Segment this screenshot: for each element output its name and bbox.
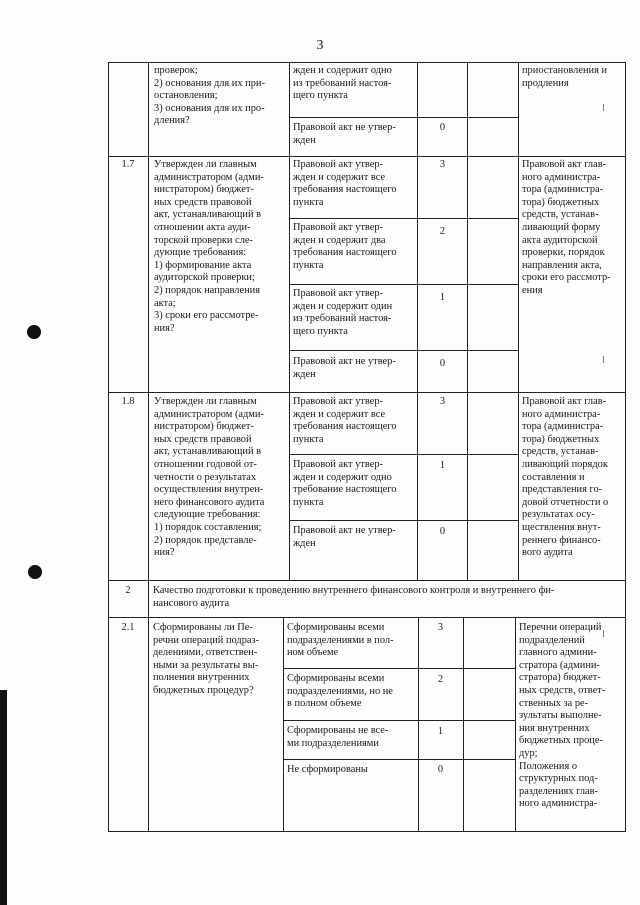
- score-value: 0: [439, 358, 446, 369]
- score-value: 3: [439, 159, 446, 170]
- item-number: 1.7: [121, 159, 135, 170]
- answer-option: Сформированы всеми подразделениями в пол- ном объеме: [287, 622, 394, 659]
- score-value: 0: [439, 122, 446, 133]
- score-value: 3: [437, 622, 444, 633]
- question-cell: Утвержден ли главным администратором (адми- нистратором) бюджет- ных средств правовой акт, устанавливающий в отношении годовой от- четности о результатах осуществления внутрен- него финансового аудита следующие требования: 1) порядок составления; 2) порядок представле- ния?: [154, 396, 265, 559]
- source-document: Правовой акт глав- ного администра- тора (администра- тора) бюджетных средств, устанав- ливающий форму акта аудиторской проверки, порядок направления акта, сроки его рассмотр- ения: [522, 159, 611, 296]
- answer-option: жден и содержит одно из требований настоя- щего пункта: [293, 65, 392, 102]
- answer-option: Правовой акт не утвер- жден: [293, 525, 396, 549]
- item-number: 1.8: [121, 396, 135, 407]
- score-value: 1: [439, 292, 446, 303]
- answer-option: Сформированы не все- ми подразделениями: [287, 725, 389, 749]
- margin-tick-mark: [603, 104, 604, 111]
- answer-option: Правовой акт утвер- жден и содержит один из требований настоя- щего пункта: [293, 288, 393, 337]
- answer-option: Правовой акт утвер- жден и содержит все требования настоящего пункта: [293, 159, 397, 208]
- answer-option: Правовой акт не утвер- жден: [293, 122, 396, 146]
- punch-hole-mark: [27, 325, 41, 339]
- score-value: 3: [439, 396, 446, 407]
- question-cell: проверок; 2) основания для их при- остановления; 3) основания для их про- дления?: [154, 65, 265, 127]
- section-number: 2: [125, 585, 131, 596]
- score-value: 2: [439, 226, 446, 237]
- punch-hole-mark: [28, 565, 42, 579]
- source-document: приостановления и продления: [522, 65, 608, 89]
- item-number: 2.1: [121, 622, 135, 633]
- source-document: Правовой акт глав- ного администра- тора (администра- тора) бюджетных средств, устанав- ливающий порядок составления и представления го- довой отчетности о результатах осу- ществления внут- реннего финансо- вого аудита: [522, 396, 609, 559]
- answer-option: Правовой акт утвер- жден и содержит все требования настоящего пункта: [293, 396, 397, 445]
- score-value: 2: [437, 674, 444, 685]
- question-cell: Утвержден ли главным администратором (адми- нистратором) бюджет- ных средств правовой акт, устанавливающий в отношении акта ауди- торской проверки сле- дующие требования: 1) формирование акта аудиторской проверки; 2) порядок направления акта; 3) сроки его рассмотре- ния?: [154, 159, 264, 334]
- page-number: 3: [316, 38, 324, 53]
- score-value: 1: [437, 726, 444, 737]
- score-value: 0: [439, 526, 446, 537]
- answer-option: Правовой акт утвер- жден и содержит два требования настоящего пункта: [293, 222, 397, 271]
- margin-tick-mark: [603, 356, 604, 363]
- score-value: 0: [437, 764, 444, 775]
- answer-option: Правовой акт не утвер- жден: [293, 356, 396, 380]
- answer-option: Не сформированы: [287, 764, 368, 775]
- answer-option: Правовой акт утвер- жден и содержит одно требование настоящего пункта: [293, 459, 397, 508]
- section-title: Качество подготовки к проведению внутреннего финансового контроля и внутреннего фи- нансового аудита: [153, 585, 555, 609]
- question-cell: Сформированы ли Пе- речни операций подраз- делениями, ответствен- ными за результаты вы- полнения внутренних бюджетных процедур?: [153, 622, 260, 696]
- score-value: 1: [439, 460, 446, 471]
- answer-option: Сформированы всеми подразделениями, но не в полном объеме: [287, 673, 393, 710]
- scan-edge-shadow: [0, 690, 7, 905]
- source-document: Перечни операций подразделений главного админи- стратора (админи- стратора) бюджет- ных средств, ответ- ственных за ре- зультаты выполне- ния внутренних бюджетных проце- дур; Положения о структурных под- разделениях глав- ного администра-: [519, 622, 606, 810]
